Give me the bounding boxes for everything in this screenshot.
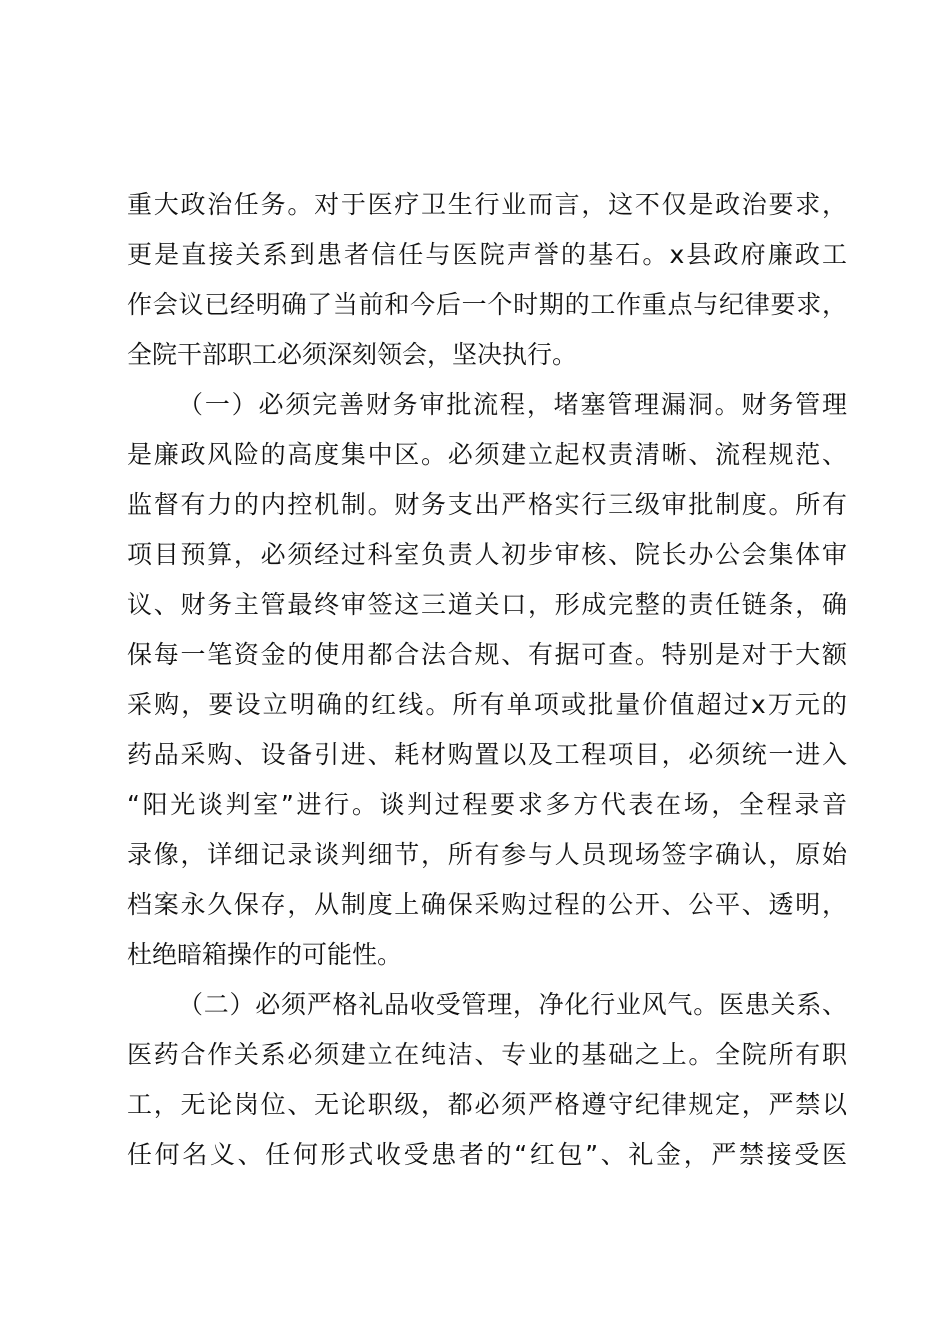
text-line: 项目预算，必须经过科室负责人初步审核、院长办公会集体审 xyxy=(127,540,847,569)
text-line: 保每一笔资金的使用都合法合规、有据可查。特别是对于大额 xyxy=(127,640,847,669)
text-line: 档案永久保存，从制度上确保采购过程的公开、公平、透明， xyxy=(127,890,847,919)
section-heading-line: （一）必须完善财务审批流程，堵塞管理漏洞。财务管理 xyxy=(178,390,847,419)
text-line: 杜绝暗箱操作的可能性。 xyxy=(127,940,403,969)
section-heading-line: （二）必须严格礼品收受管理，净化行业风气。医患关系、 xyxy=(178,990,847,1019)
text-line: 全院干部职工必须深刻领会，坚决执行。 xyxy=(127,340,578,369)
text-line: 工，无论岗位、无论职级，都必须严格遵守纪律规定，严禁以 xyxy=(127,1090,847,1119)
text-line: “阳光谈判室”进行。谈判过程要求多方代表在场，全程录音 xyxy=(127,790,847,819)
text-line: 议、财务主管最终审签这三道关口，形成完整的责任链条，确 xyxy=(127,590,847,619)
text-line: 录像，详细记录谈判细节，所有参与人员现场签字确认，原始 xyxy=(127,840,847,869)
text-line: 作会议已经明确了当前和今后一个时期的工作重点与纪律要求， xyxy=(127,290,847,319)
text-line: 采购，要设立明确的红线。所有单项或批量价值超过x万元的 xyxy=(127,690,847,719)
text-line: 药品采购、设备引进、耗材购置以及工程项目，必须统一进入 xyxy=(127,740,847,769)
text-line: 是廉政风险的高度集中区。必须建立起权责清晰、流程规范、 xyxy=(127,440,847,469)
text-line: 任何名义、任何形式收受患者的“红包”、礼金，严禁接受医 xyxy=(127,1140,847,1169)
text-line: 医药合作关系必须建立在纯洁、专业的基础之上。全院所有职 xyxy=(127,1040,847,1069)
text-line: 监督有力的内控机制。财务支出严格实行三级审批制度。所有 xyxy=(127,490,847,519)
text-line: 重大政治任务。对于医疗卫生行业而言，这不仅是政治要求， xyxy=(127,190,847,219)
text-line: 更是直接关系到患者信任与医院声誉的基石。x县政府廉政工 xyxy=(127,240,847,269)
